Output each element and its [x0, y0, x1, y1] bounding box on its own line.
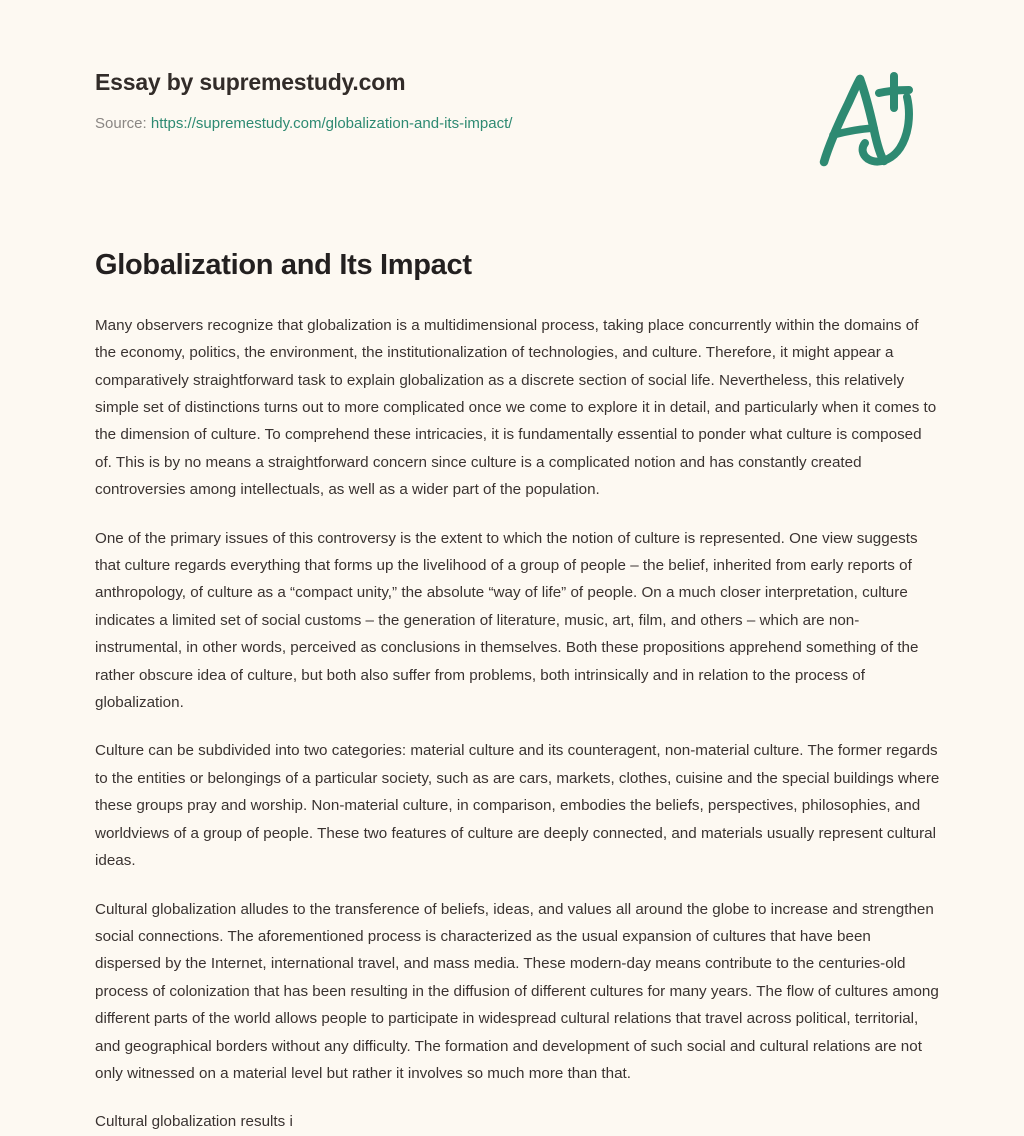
page-title: Globalization and Its Impact: [95, 249, 472, 281]
source-line: [95, 114, 795, 134]
page-header: [0, 0, 1024, 200]
article-body: [95, 312, 941, 1136]
article-paragraph: Many observers recognize that globalization is a multidimensional process, taking place concurrently within the domains of the economy, politics, the environment, the institutionalization of technologies, and culture. Therefore, it might appear a comparatively straightforward task to explain globalization as a discrete section of social life. Nevertheless, this relatively simple set of distinctions turns out to more complicated once we come to explore it in detail, and particularly when it comes to the dimension of culture. To comprehend these intricacies, it is fundamentally essential to ponder what culture is composed of. This is by no means a straightforward concern since culture is a complicated notion and has constantly created controversies among intellectuals, as well as a wider part of the population.: [95, 316, 937, 499]
article: [95, 248, 941, 1136]
source-label: Source:: [95, 114, 147, 132]
header-text-block: [95, 68, 795, 133]
a-plus-logo-icon: [812, 62, 922, 174]
article-paragraph-truncated: Cultural globalization results i: [95, 1113, 293, 1131]
article-paragraph: Culture can be subdivided into two categories: material culture and its counteragent, non-material culture. The former regards to the entities or belongings of a particular society, such as are cars, markets, clothes, cuisine and the special buildings where these groups pray and worship. Non-material culture, in comparison, embodies the beliefs, perspectives, philosophies, and worldviews of a group of people. These two features of culture are deeply connected, and materials usually represent cultural ideas.: [95, 742, 940, 870]
article-paragraph: One of the primary issues of this controversy is the extent to which the notion of culture is represented. One view suggests that culture regards everything that forms up the livelihood of a group of people – the belief, inherited from early reports of anthropology, of culture as a “compact unity,” the absolute “way of life” of people. On a much closer interpretation, culture indicates a limited set of social customs – the generation of literature, music, art, film, and others – which are non-instrumental, in other words, perceived as conclusions in themselves. Both these propositions apprehend something of the rather obscure idea of culture, but both also suffer from problems, both intrinsically and in relation to the process of globalization.: [95, 529, 919, 712]
article-paragraph: Cultural globalization alludes to the transference of beliefs, ideas, and values all around the globe to increase and strengthen social connections. The aforementioned process is characterized as the usual expansion of cultures that have been dispersed by the Internet, international travel, and mass media. These modern-day means contribute to the centuries-old process of colonization that has been resulting in the diffusion of different cultures for many years. The flow of cultures among different parts of the world allows people to participate in widespread cultural relations that travel across political, territorial, and geographical borders without any difficulty. The formation and development of such social and cultural relations are not only witnessed on a material level but rather it involves so much more than that.: [95, 900, 939, 1082]
essay-byline: Essay by supremestudy.com: [95, 69, 406, 95]
source-url-link[interactable]: https://supremestudy.com/globalization-and-its-impact/: [150, 114, 513, 132]
